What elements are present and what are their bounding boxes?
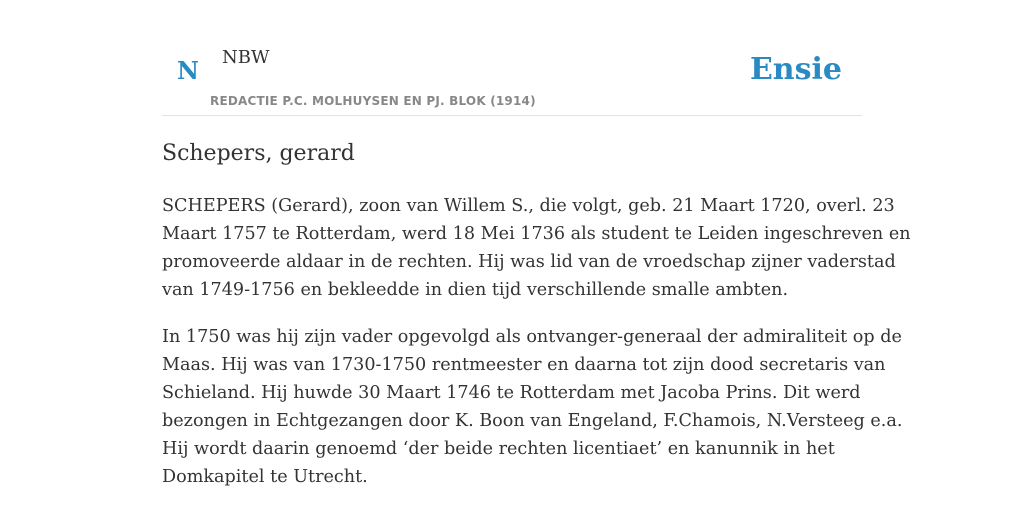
text-line: In 1750 was hij zijn vader opgevolgd als ontvanger-generaal der admiraliteit op de (162, 327, 902, 347)
text-line: Schieland. Hij huwde 30 Maart 1746 te Rotterdam met Jacoba Prins. Dit werd (162, 383, 861, 403)
source-subtitle: REDACTIE P.C. MOLHUYSEN EN PJ. BLOK (1914) (210, 94, 536, 108)
text-line: Hij wordt daarin genoemd ‘der beide rechten licentiaet’ en kanunnik in het (162, 439, 835, 459)
brand-logo[interactable]: Ensie (749, 52, 842, 87)
entry-paragraph-2 (162, 323, 903, 491)
page (162, 0, 911, 512)
text-line: van 1749-1756 en bekleedde in dien tijd verschillende smalle ambten. (162, 280, 789, 300)
source-logo[interactable]: N (177, 56, 199, 85)
text-line: Domkapitel te Utrecht. (162, 467, 368, 487)
source-header (162, 0, 862, 116)
entry-title: Schepers, gerard (162, 141, 355, 166)
text-line: bezongen in Echtgezangen door K. Boon van Engeland, F.Chamois, N.Versteeg e.a. (162, 411, 903, 431)
text-line: Maart 1757 te Rotterdam, werd 18 Mei 1736 als student te Leiden ingeschreven en (162, 224, 911, 244)
text-line: SCHEPERS (Gerard), zoon van Willem S., die volgt, geb. 21 Maart 1720, overl. 23 (162, 196, 895, 216)
source-title[interactable]: NBW (222, 47, 270, 68)
entry-paragraph-1 (162, 192, 911, 304)
text-line: promoveerde aldaar in de rechten. Hij was lid van de vroedschap zijner vaderstad (162, 252, 896, 272)
text-line: Maas. Hij was van 1730-1750 rentmeester en daarna tot zijn dood secretaris van (162, 355, 886, 375)
